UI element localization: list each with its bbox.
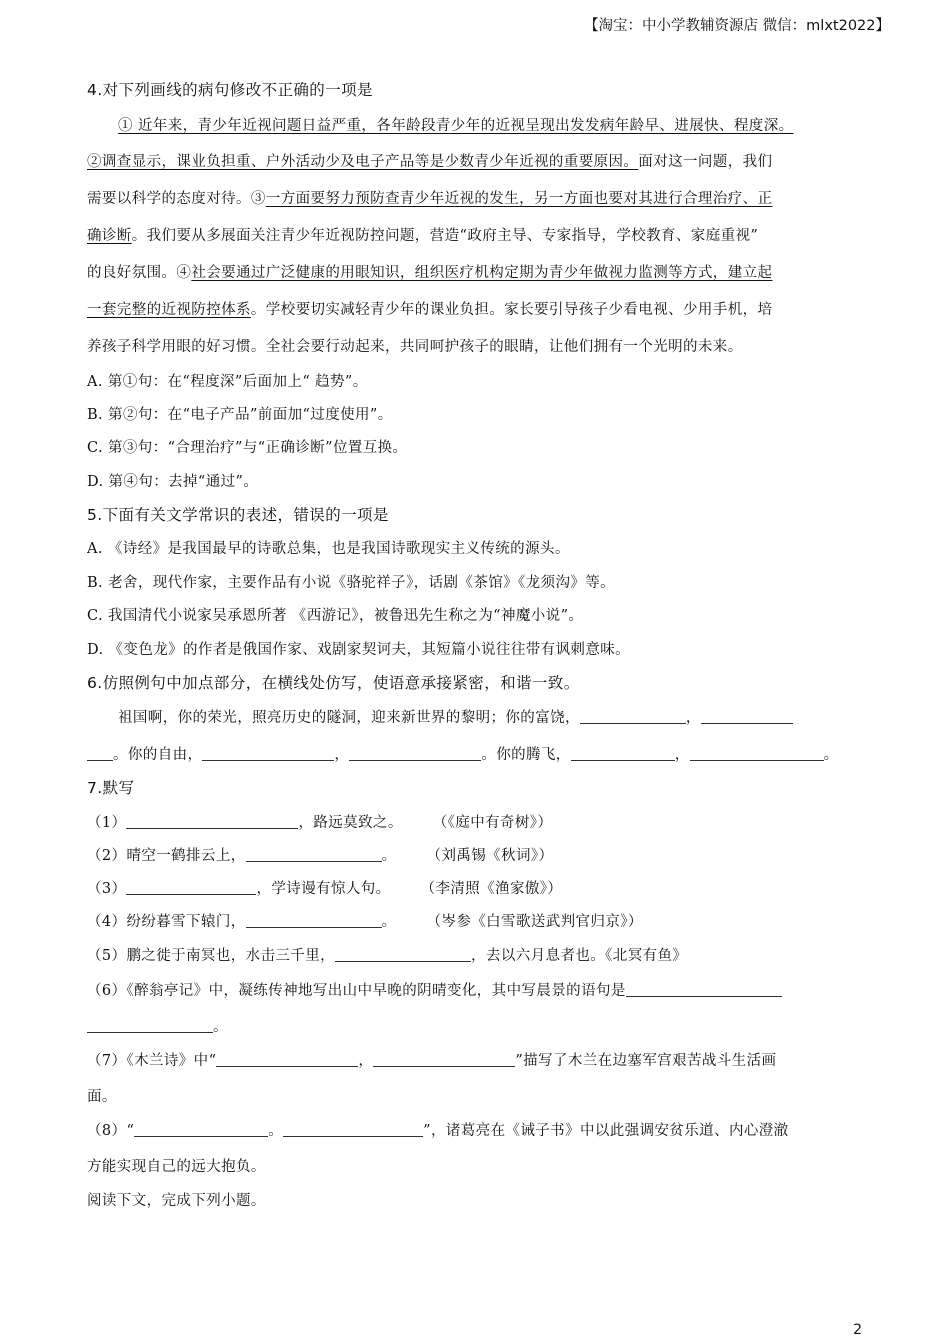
answer-blank[interactable] bbox=[283, 1122, 423, 1137]
imitation-line-1: 祖国啊，你的荣光，照亮历史的隧洞，迎来新世界的黎明；你的富饶， ， bbox=[118, 707, 870, 729]
question-4-title: 4.对下列画线的病句修改不正确的一项是 bbox=[87, 81, 373, 99]
passage-line: ②调查显示，课业负担重、户外活动少及电子产品等是少数青少年近视的重要原因。面对这一问题，我们 bbox=[87, 154, 773, 170]
answer-blank[interactable] bbox=[580, 709, 686, 724]
passage-line: 养孩子科学用眼的好习惯。全社会要行动起来，共同呵护孩子的眼睛，让他们拥有一个光明的未来。 bbox=[87, 339, 743, 355]
dictation-item-4: （4）纷纷暮雪下辕门， 。 （岑参《白雪歌送武判官归京》） bbox=[87, 914, 643, 930]
option-c: C. 第③句：“合理治疗”与“正确诊断”位置互换。 bbox=[87, 440, 408, 456]
dictation-item-5: （5）鹏之徙于南冥也，水击三千里， ，去以六月息者也。《北冥有鱼》 bbox=[87, 948, 688, 964]
answer-blank[interactable] bbox=[571, 746, 675, 761]
option-d: D. 第④句：去掉“通过”。 bbox=[87, 474, 259, 490]
answer-blank[interactable] bbox=[134, 1122, 268, 1137]
answer-blank[interactable] bbox=[216, 1052, 358, 1067]
underlined-sentence-3-cont: 确诊断 bbox=[87, 228, 132, 244]
page-number: 2 bbox=[853, 1322, 862, 1338]
answer-blank[interactable] bbox=[690, 746, 824, 761]
answer-blank[interactable] bbox=[87, 1018, 213, 1033]
option-a: A. 第①句：在“程度深”后面加上“ 趋势”。 bbox=[87, 374, 368, 390]
dictation-item-6: （6）《醉翁亭记》中，凝练传神地写出山中早晚的阴晴变化，其中写晨景的语句是 bbox=[87, 980, 870, 1002]
passage-line bbox=[118, 115, 870, 137]
dictation-item-2: （2）晴空一鹤排云上， 。 （刘禹锡《秋词》） bbox=[87, 848, 554, 864]
answer-blank[interactable] bbox=[335, 947, 471, 962]
answer-blank[interactable] bbox=[126, 880, 256, 895]
option-a: A. 《诗经》是我国最早的诗歌总集，也是我国诗歌现实主义传统的源头。 bbox=[87, 541, 570, 557]
underlined-sentence-2: ②调查显示，课业负担重、户外活动少及电子产品等是少数青少年近视的重要原因。 bbox=[87, 154, 639, 170]
reading-intro: 阅读下文，完成下列小题。 bbox=[87, 1193, 266, 1209]
dictation-item-3: （3） ，学诗谩有惊人句。 （李清照《渔家傲》） bbox=[87, 881, 563, 897]
option-b: B. 老舍，现代作家，主要作品有小说《骆驼祥子》，话剧《茶馆》《龙须沟》等。 bbox=[87, 575, 616, 591]
dictation-item-8-cont: 方能实现自己的远大抱负。 bbox=[87, 1159, 266, 1175]
dictation-item-1: （1） ，路远莫致之。 （《庭中有奇树》） bbox=[87, 815, 553, 831]
answer-blank[interactable] bbox=[202, 746, 334, 761]
question-7-title: 7.默写 bbox=[87, 779, 135, 797]
answer-blank[interactable] bbox=[246, 847, 382, 862]
underlined-sentence-4: 社会要通过广泛健康的用眼知识，组织医疗机构定期为青少年做视力监测等方式，建立起 bbox=[191, 265, 773, 281]
page-header: 【淘宝：中小学教辅资源店 微信：mlxt2022】 bbox=[584, 18, 890, 34]
dictation-item-6-cont: 。 bbox=[87, 1016, 870, 1038]
answer-blank[interactable] bbox=[373, 1052, 515, 1067]
underlined-sentence-4-cont: 一套完整的近视防控体系 bbox=[87, 302, 251, 318]
underlined-sentence-3: 一方面要努力预防查青少年近视的发生，另一方面也要对其进行合理治疗、正 bbox=[265, 191, 773, 207]
option-d: D. 《变色龙》的作者是俄国作家、戏剧家契诃夫，其短篇小说往往带有讽刺意味。 bbox=[87, 642, 631, 658]
question-5-title: 5.下面有关文学常识的表述，错误的一项是 bbox=[87, 506, 389, 524]
passage-line: 的良好氛围。④社会要通过广泛健康的用眼知识，组织医疗机构定期为青少年做视力监测等方式，建立起 bbox=[87, 265, 773, 281]
imitation-line-2: 。你的自由， ， 。你的腾飞， ， 。 bbox=[87, 744, 870, 766]
underlined-sentence-1: ① 近年来，青少年近视问题日益严重，各年龄段青少年的近视呈现出发发病年龄早、进展快、程度深。 bbox=[118, 118, 794, 134]
passage-line: 需要以科学的态度对待。③一方面要努力预防查青少年近视的发生，另一方面也要对其进行合理治疗、正 bbox=[87, 191, 773, 207]
passage-line: 一套完整的近视防控体系。学校要切实减轻青少年的课业负担。家长要引导孩子少看电视、少用手机，培 bbox=[87, 302, 773, 318]
passage-line: 确诊断。我们要从多展面关注青少年近视防控问题，营造“政府主导、专家指导，学校教育、家庭重视” bbox=[87, 228, 759, 244]
question-6-title: 6.仿照例句中加点部分，在横线处仿写，使语意承接紧密，和谐一致。 bbox=[87, 674, 580, 692]
option-c: C. 我国清代小说家吴承恩所著 《西游记》，被鲁迅先生称之为“神魔小说”。 bbox=[87, 608, 584, 624]
dictation-item-7: （7）《木兰诗》中“ ， ”描写了木兰在边塞军宫艰苦战斗生活画 bbox=[87, 1053, 777, 1069]
answer-blank[interactable] bbox=[349, 746, 481, 761]
option-b: B. 第②句：在“电子产品”前面加“过度使用”。 bbox=[87, 407, 393, 423]
dictation-item-7-cont: 面。 bbox=[87, 1089, 117, 1105]
answer-blank[interactable] bbox=[626, 982, 782, 997]
answer-blank[interactable] bbox=[126, 814, 298, 829]
answer-blank[interactable] bbox=[701, 709, 793, 724]
answer-blank[interactable] bbox=[246, 913, 382, 928]
answer-blank[interactable] bbox=[87, 746, 113, 761]
dictation-item-8: （8）“ 。 ”，诸葛亮在《诫子书》中以此强调安贫乐道、内心澄澈 bbox=[87, 1123, 789, 1139]
